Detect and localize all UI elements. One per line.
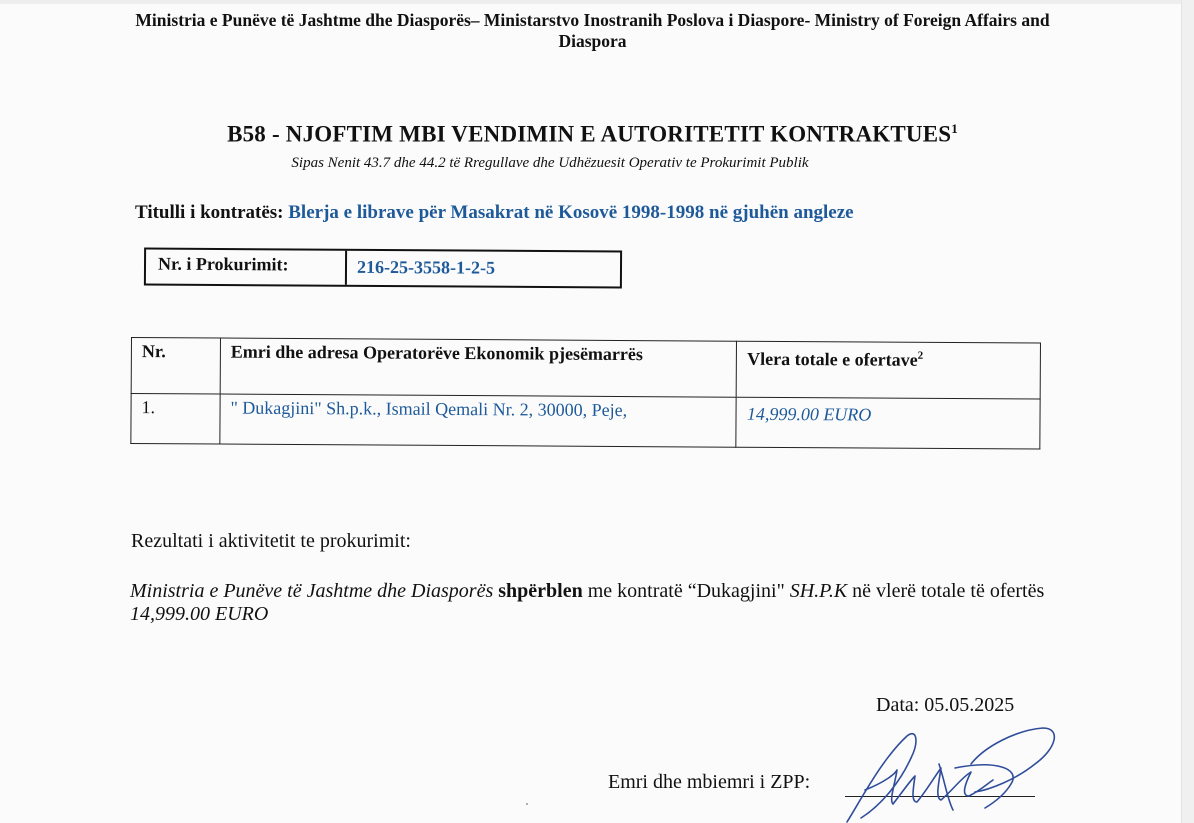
procurement-number-box xyxy=(144,248,622,289)
page-top-edge xyxy=(0,0,1194,4)
form-title-text: B58 - NJOFTIM MBI VENDIMIN E AUTORITETIT KONTRAKTUES xyxy=(227,121,952,147)
offers-header-value-text: Vlera totale e ofertave xyxy=(747,348,918,370)
offers-header-operator: Emri dhe adresa Operatorëve Ekonomik pjesëmarrës xyxy=(220,338,737,397)
offers-table-header-row xyxy=(131,338,1040,400)
contract-title-label: Titulli i kontratës: xyxy=(135,202,284,223)
signature-image xyxy=(835,724,1060,823)
procurement-number-label: Nr. i Prokurimit: xyxy=(146,250,347,285)
result-amount: 14,999.00 EURO xyxy=(130,603,269,625)
contract-title-value: Blerja e librave për Masakrat në Kosovë 1998-1998 në gjuhën angleze xyxy=(288,202,854,223)
result-company-form: SH.P.K xyxy=(789,580,848,602)
procurement-number-value: 216-25-3558-1-2-5 xyxy=(356,256,496,278)
result-label: Rezultati i aktivitetit te prokurimit: xyxy=(131,530,411,552)
document-date: Data: 05.05.2025 xyxy=(876,694,1015,716)
offers-table xyxy=(130,337,1041,450)
result-authority: Ministria e Punëve të Jashtme dhe Diasporës xyxy=(130,580,494,602)
offers-header-nr: Nr. xyxy=(131,338,220,395)
offer-nr: 1. xyxy=(131,394,220,445)
form-subtitle: Sipas Nenit 43.7 dhe 44.2 të Rregullave dhe Udhëzuesit Operativ te Prokurimit Publik xyxy=(291,155,809,171)
scan-speck xyxy=(526,803,528,805)
result-statement xyxy=(130,580,1050,626)
offers-header-value xyxy=(736,341,1040,399)
contract-title xyxy=(135,202,854,224)
table-row xyxy=(131,394,1040,450)
result-text-1: me kontratë “Dukagjini" xyxy=(587,580,785,602)
offer-operator: " Dukagjini" Sh.p.k., Ismail Qemali Nr. 2, 30000, Peje, xyxy=(220,394,737,447)
offers-header-value-footnote: 2 xyxy=(917,349,924,362)
page-right-edge xyxy=(1181,0,1194,823)
form-title-footnote: 1 xyxy=(951,121,958,136)
zpp-name-label: Emri dhe mbiemri i ZPP: xyxy=(608,771,811,793)
result-text-2: në vlerë totale të ofertës xyxy=(852,580,1045,602)
result-verb: shpërblen xyxy=(498,580,583,602)
form-title xyxy=(120,121,1065,148)
ministry-header: Ministria e Punëve të Jashtme dhe Diasporës– Ministarstvo Inostranih Poslova i Diaspore- Ministry of Foreign Affairs and Diaspora xyxy=(135,10,1050,51)
offer-value: 14,999.00 EURO xyxy=(736,397,1040,449)
